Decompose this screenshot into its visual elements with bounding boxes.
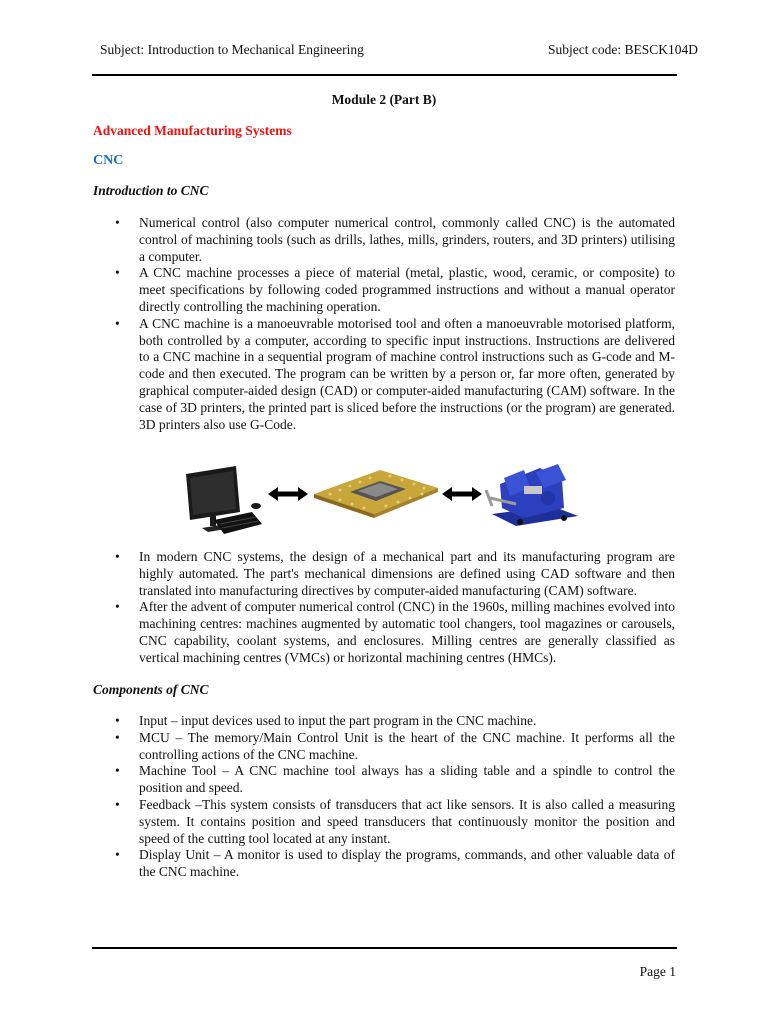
list-item-text: Numerical control (also computer numerical control, commonly called CNC) is the automated control of machining tools (such as drills, lathes, mills, grinders, routers, and 3D printers) utilising a computer. <box>139 215 675 264</box>
section-title: Advanced Manufacturing Systems <box>93 123 292 138</box>
bullet-icon: • <box>115 315 120 331</box>
components-list <box>93 713 675 881</box>
bullet-icon: • <box>115 847 120 863</box>
list-item <box>93 265 675 315</box>
computer-monitor-icon <box>186 466 262 534</box>
footer-rule <box>92 947 677 949</box>
list-item <box>93 730 675 764</box>
cnc-heading: CNC <box>93 153 124 168</box>
bullet-icon: • <box>115 265 120 281</box>
bullet-icon: • <box>115 215 120 230</box>
bullet-icon: • <box>115 599 120 615</box>
list-item-text: A CNC machine processes a piece of material (metal, plastic, wood, ceramic, or composite) to meet specifications by following coded programmed instructions and without a manual operator directly controlling the machining operation. <box>139 265 675 314</box>
intro-bullet-list <box>93 215 675 433</box>
bullet-icon: • <box>115 549 120 564</box>
microchip-icon <box>314 470 438 518</box>
component-term: Display Unit – <box>139 847 221 863</box>
module-title: Module 2 (Part B) <box>331 92 437 107</box>
list-item-text: After the advent of computer numerical control (CNC) in the 1960s, milling machines evolved into machining centres: machines augmented by automatic tool changers, tool magazines or carousels, CNC capability, coolant systems, and enclosures. Milling centres are generally classified as vertical machining centres (VMCs) or horizontal machining centres (HMCs). <box>139 599 675 665</box>
bullet-icon: • <box>115 729 120 745</box>
bullet-icon: • <box>115 763 120 779</box>
list-item <box>93 847 675 881</box>
intro-heading: Introduction to CNC <box>93 183 209 198</box>
list-item <box>93 549 675 599</box>
cnc-illustration <box>180 458 585 538</box>
list-item <box>93 797 675 847</box>
list-item <box>93 316 675 434</box>
list-item-text: In modern CNC systems, the design of a mechanical part and its manufacturing program are highly automated. The part's mechanical dimensions are defined using CAD software and then translated into manufacturing directives by computer-aided manufacturing (CAM) software. <box>139 549 675 598</box>
component-term: Feedback – <box>139 796 202 812</box>
intro-more-bullet-list <box>93 549 675 667</box>
component-term: MCU – <box>139 729 183 745</box>
component-desc: This system consists of transducers that act like sensors. It is also called a measuring system. It contains position and speed transducers that continuously monitor the position and speed of the cutting tool located at any instant. <box>139 796 675 846</box>
list-item <box>93 763 675 797</box>
bullet-icon: • <box>115 713 120 728</box>
header-rule <box>92 74 677 76</box>
component-desc: A CNC machine tool always has a sliding table and a spindle to control the position and speed. <box>139 763 675 796</box>
header-subject: Subject: Introduction to Mechanical Engineering <box>100 42 364 57</box>
component-term: Input – <box>139 713 178 728</box>
list-item-text: A CNC machine is a manoeuvrable motorised tool and often a manoeuvrable motorised platform, both controlled by a computer, according to specific input instructions. Instructions are delivered to a CNC machine in a sequential program of machine control instructions such as G-code and M-code and then executed. The program can be written by a person or, far more often, generated by graphical computer-aided design (CAD) or computer-aided manufacturing (CAM) software. In the case of 3D printers, the printed part is sliced before the instructions (or the program) are generated. 3D printers also use G-Code. <box>139 315 675 432</box>
list-item <box>93 713 675 730</box>
bench-vise-icon <box>486 464 578 526</box>
page-number: Page 1 <box>639 964 676 979</box>
list-item <box>93 215 675 265</box>
double-arrow-icon <box>268 487 308 501</box>
header-subject-code: Subject code: BESCK104D <box>548 42 698 57</box>
component-desc: The memory/Main Control Unit is the heart of the CNC machine. It performs all the controlling actions of the CNC machine. <box>139 729 675 762</box>
component-desc: input devices used to input the part program in the CNC machine. <box>177 713 537 728</box>
list-item <box>93 599 675 666</box>
components-heading: Components of CNC <box>93 682 209 697</box>
component-term: Machine Tool – <box>139 763 230 779</box>
bullet-icon: • <box>115 796 120 812</box>
component-desc: A monitor is used to display the programs, commands, and other valuable data of the CNC machine. <box>139 847 675 880</box>
double-arrow-icon <box>442 487 482 501</box>
